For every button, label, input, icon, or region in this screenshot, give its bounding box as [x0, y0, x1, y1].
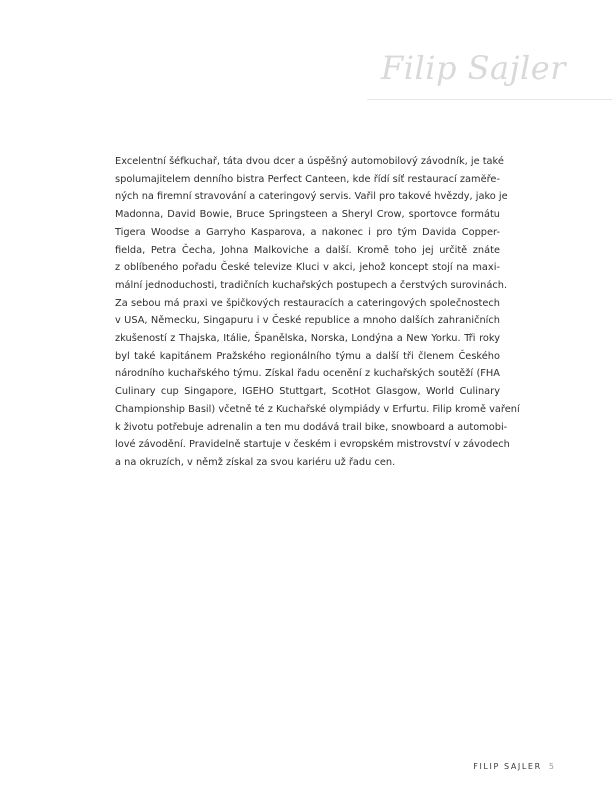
text-line: Madonna, David Bowie, Bruce Springsteen a Sheryl Crow, sportovce formátu — [115, 209, 500, 221]
biography-paragraph — [115, 153, 520, 472]
text-line: a na okruzích, v němž získal za svou kariéru už řadu cen. — [115, 456, 396, 468]
text-line: Tigera Woodse a Garryho Kasparova, a nakonec i pro tým Davida Copper- — [115, 226, 500, 238]
text-line: Culinary cup Singapore, IGEHO Stuttgart, ScotHot Glasgow, World Culinary — [115, 386, 500, 398]
chapter-title: Filip Sajler — [381, 49, 566, 87]
text-line: mální jednoduchosti, tradičních kuchařských postupech a čerstvých surovinách. — [115, 279, 508, 291]
text-line: Za sebou má praxi ve špičkových restauracích a cateringových společnostech — [115, 297, 500, 309]
text-line: zkušeností z Thajska, Itálie, Španělska, Norska, Londýna a New Yorku. Tři roky — [115, 333, 500, 345]
page-footer — [473, 763, 554, 771]
text-line: národního kuchařského týmu. Získal řadu ocenění z kuchařských soutěží (FHA — [115, 368, 500, 380]
text-line: ných na firemní stravování a cateringový servis. Vařil pro takové hvězdy, jako je — [115, 191, 508, 203]
text-line: lové závodění. Pravidelně startuje v českém i evropském mistrovství v závodech — [115, 439, 510, 451]
text-line: z oblíbeného pořadu České televize Kluci v akci, jehož koncept stojí na maxi- — [115, 262, 500, 274]
text-line: k životu potřebuje adrenalin a ten mu dodává trail bike, snowboard a automobi- — [115, 421, 508, 433]
text-line: spolumajitelem denního bistra Perfect Canteen, kde řídí síť restaurací zamĕře- — [115, 173, 500, 185]
text-line: v USA, Německu, Singapuru i v České republice a mnoho dalších zahraničních — [115, 315, 500, 327]
text-line: Championship Basil) včetně té z Kuchařské olympiády v Erfurtu. Filip kromě vaření — [115, 403, 520, 415]
running-title: FILIP SAJLER — [473, 762, 542, 771]
text-line: fielda, Petra Čecha, Johna Malkoviche a další. Kromě toho jej určitě znáte — [115, 244, 500, 256]
text-line: byl také kapitánem Pražského regionálního týmu a další tři členem Českého — [115, 350, 500, 362]
header-divider — [367, 99, 612, 100]
text-line: Excelentní šéfkuchař, táta dvou dcer a úspěšný automobilový závodník, je také — [115, 156, 504, 167]
page-number: 5 — [548, 762, 554, 771]
